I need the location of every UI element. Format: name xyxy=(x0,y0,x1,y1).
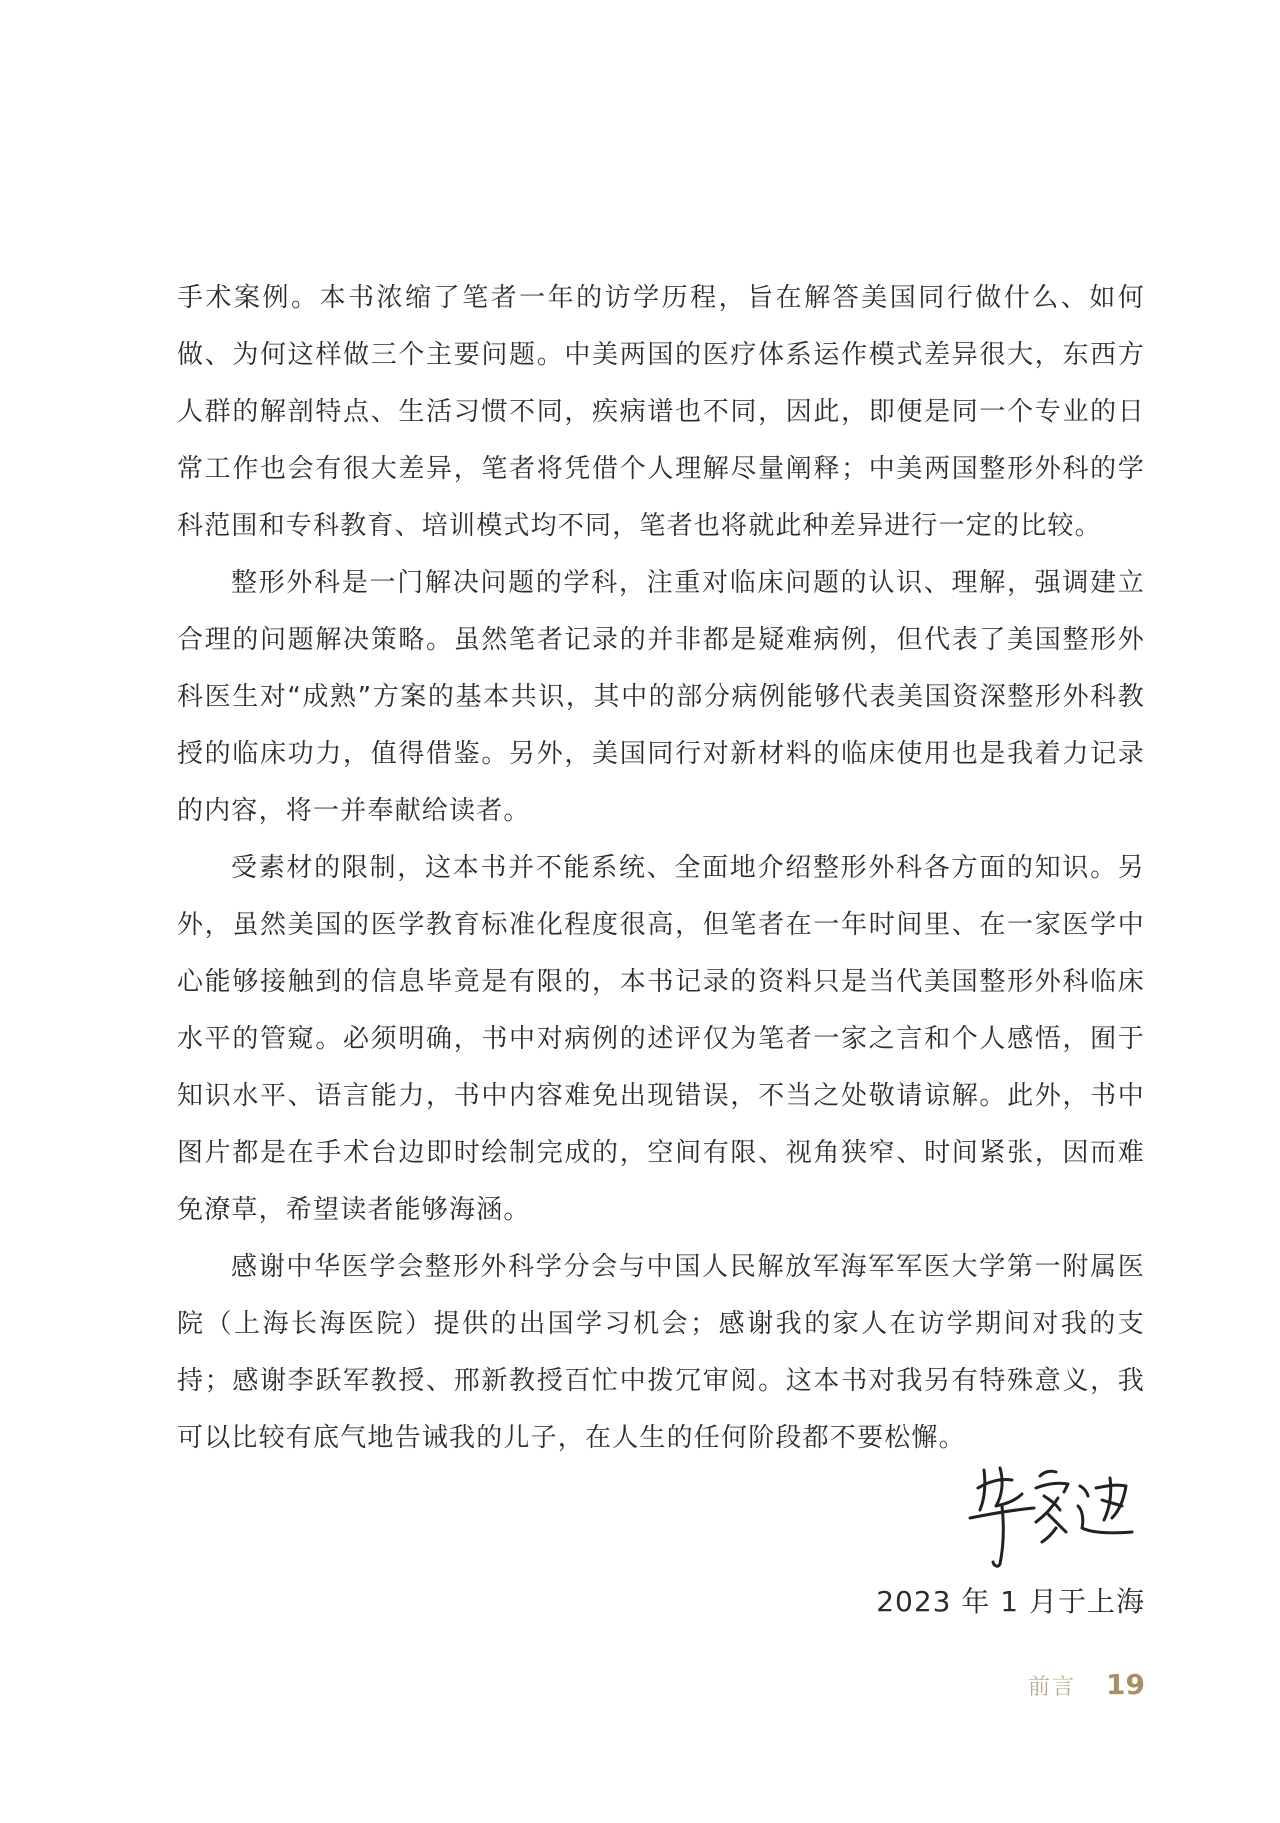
paragraph-1: 手术案例。本书浓缩了笔者一年的访学历程，旨在解答美国同行做什么、如何做、为何这样做三个主要问题。中美两国的医疗体系运作模式差异很大，东西方人群的解剖特点、生活习惯不同，疾病谱也不同，因此，即便是同一个专业的日常工作也会有很大差异，笔者将凭借个人理解尽量阐释；中美两国整形外科的学科范围和专科教育、培训模式均不同，笔者也将就此种差异进行一定的比较。 xyxy=(177,283,1145,541)
preface-body xyxy=(177,270,1145,1467)
signature-drawing xyxy=(960,1448,1150,1578)
paragraph-4: 感谢中华医学会整形外科学分会与中国人民解放军海军军医大学第一附属医院（上海长海医院）提供的出国学习机会；感谢我的家人在访学期间对我的支持；感谢李跃军教授、邢新教授百忙中拨冗审阅。这本书对我另有特殊意义，我可以比较有底气地告诫我的儿子，在人生的任何阶段都不要松懈。 xyxy=(177,1252,1145,1453)
section-label: 前言 xyxy=(1028,1675,1077,1700)
page-number: 19 xyxy=(1106,1668,1145,1701)
author-signature xyxy=(960,1448,1150,1578)
paragraph-2: 整形外科是一门解决问题的学科，注重对临床问题的认识、理解，强调建立合理的问题解决策略。虽然笔者记录的并非都是疑难病例，但代表了美国整形外科医生对“成熟”方案的基本共识，其中的部分病例能够代表美国资深整形外科教授的临床功力，值得借鉴。另外，美国同行对新材料的临床使用也是我着力记录的内容，将一并奉献给读者。 xyxy=(177,568,1145,826)
page-footer xyxy=(1028,1668,1145,1701)
paragraph-3: 受素材的限制，这本书并不能系统、全面地介绍整形外科各方面的知识。另外，虽然美国的医学教育标准化程度很高，但笔者在一年时间里、在一家医学中心能够接触到的信息毕竟是有限的，本书记录的资料只是当代美国整形外科临床水平的管窥。必须明确，书中对病例的述评仅为笔者一家之言和个人感悟，囿于知识水平、语言能力，书中内容难免出现错误，不当之处敬请谅解。此外，书中图片都是在手术台边即时绘制完成的，空间有限、视角狭窄、时间紧张，因而难免潦草，希望读者能够海涵。 xyxy=(177,853,1145,1225)
date-location: 2023 年 1 月于上海 xyxy=(876,1585,1145,1618)
